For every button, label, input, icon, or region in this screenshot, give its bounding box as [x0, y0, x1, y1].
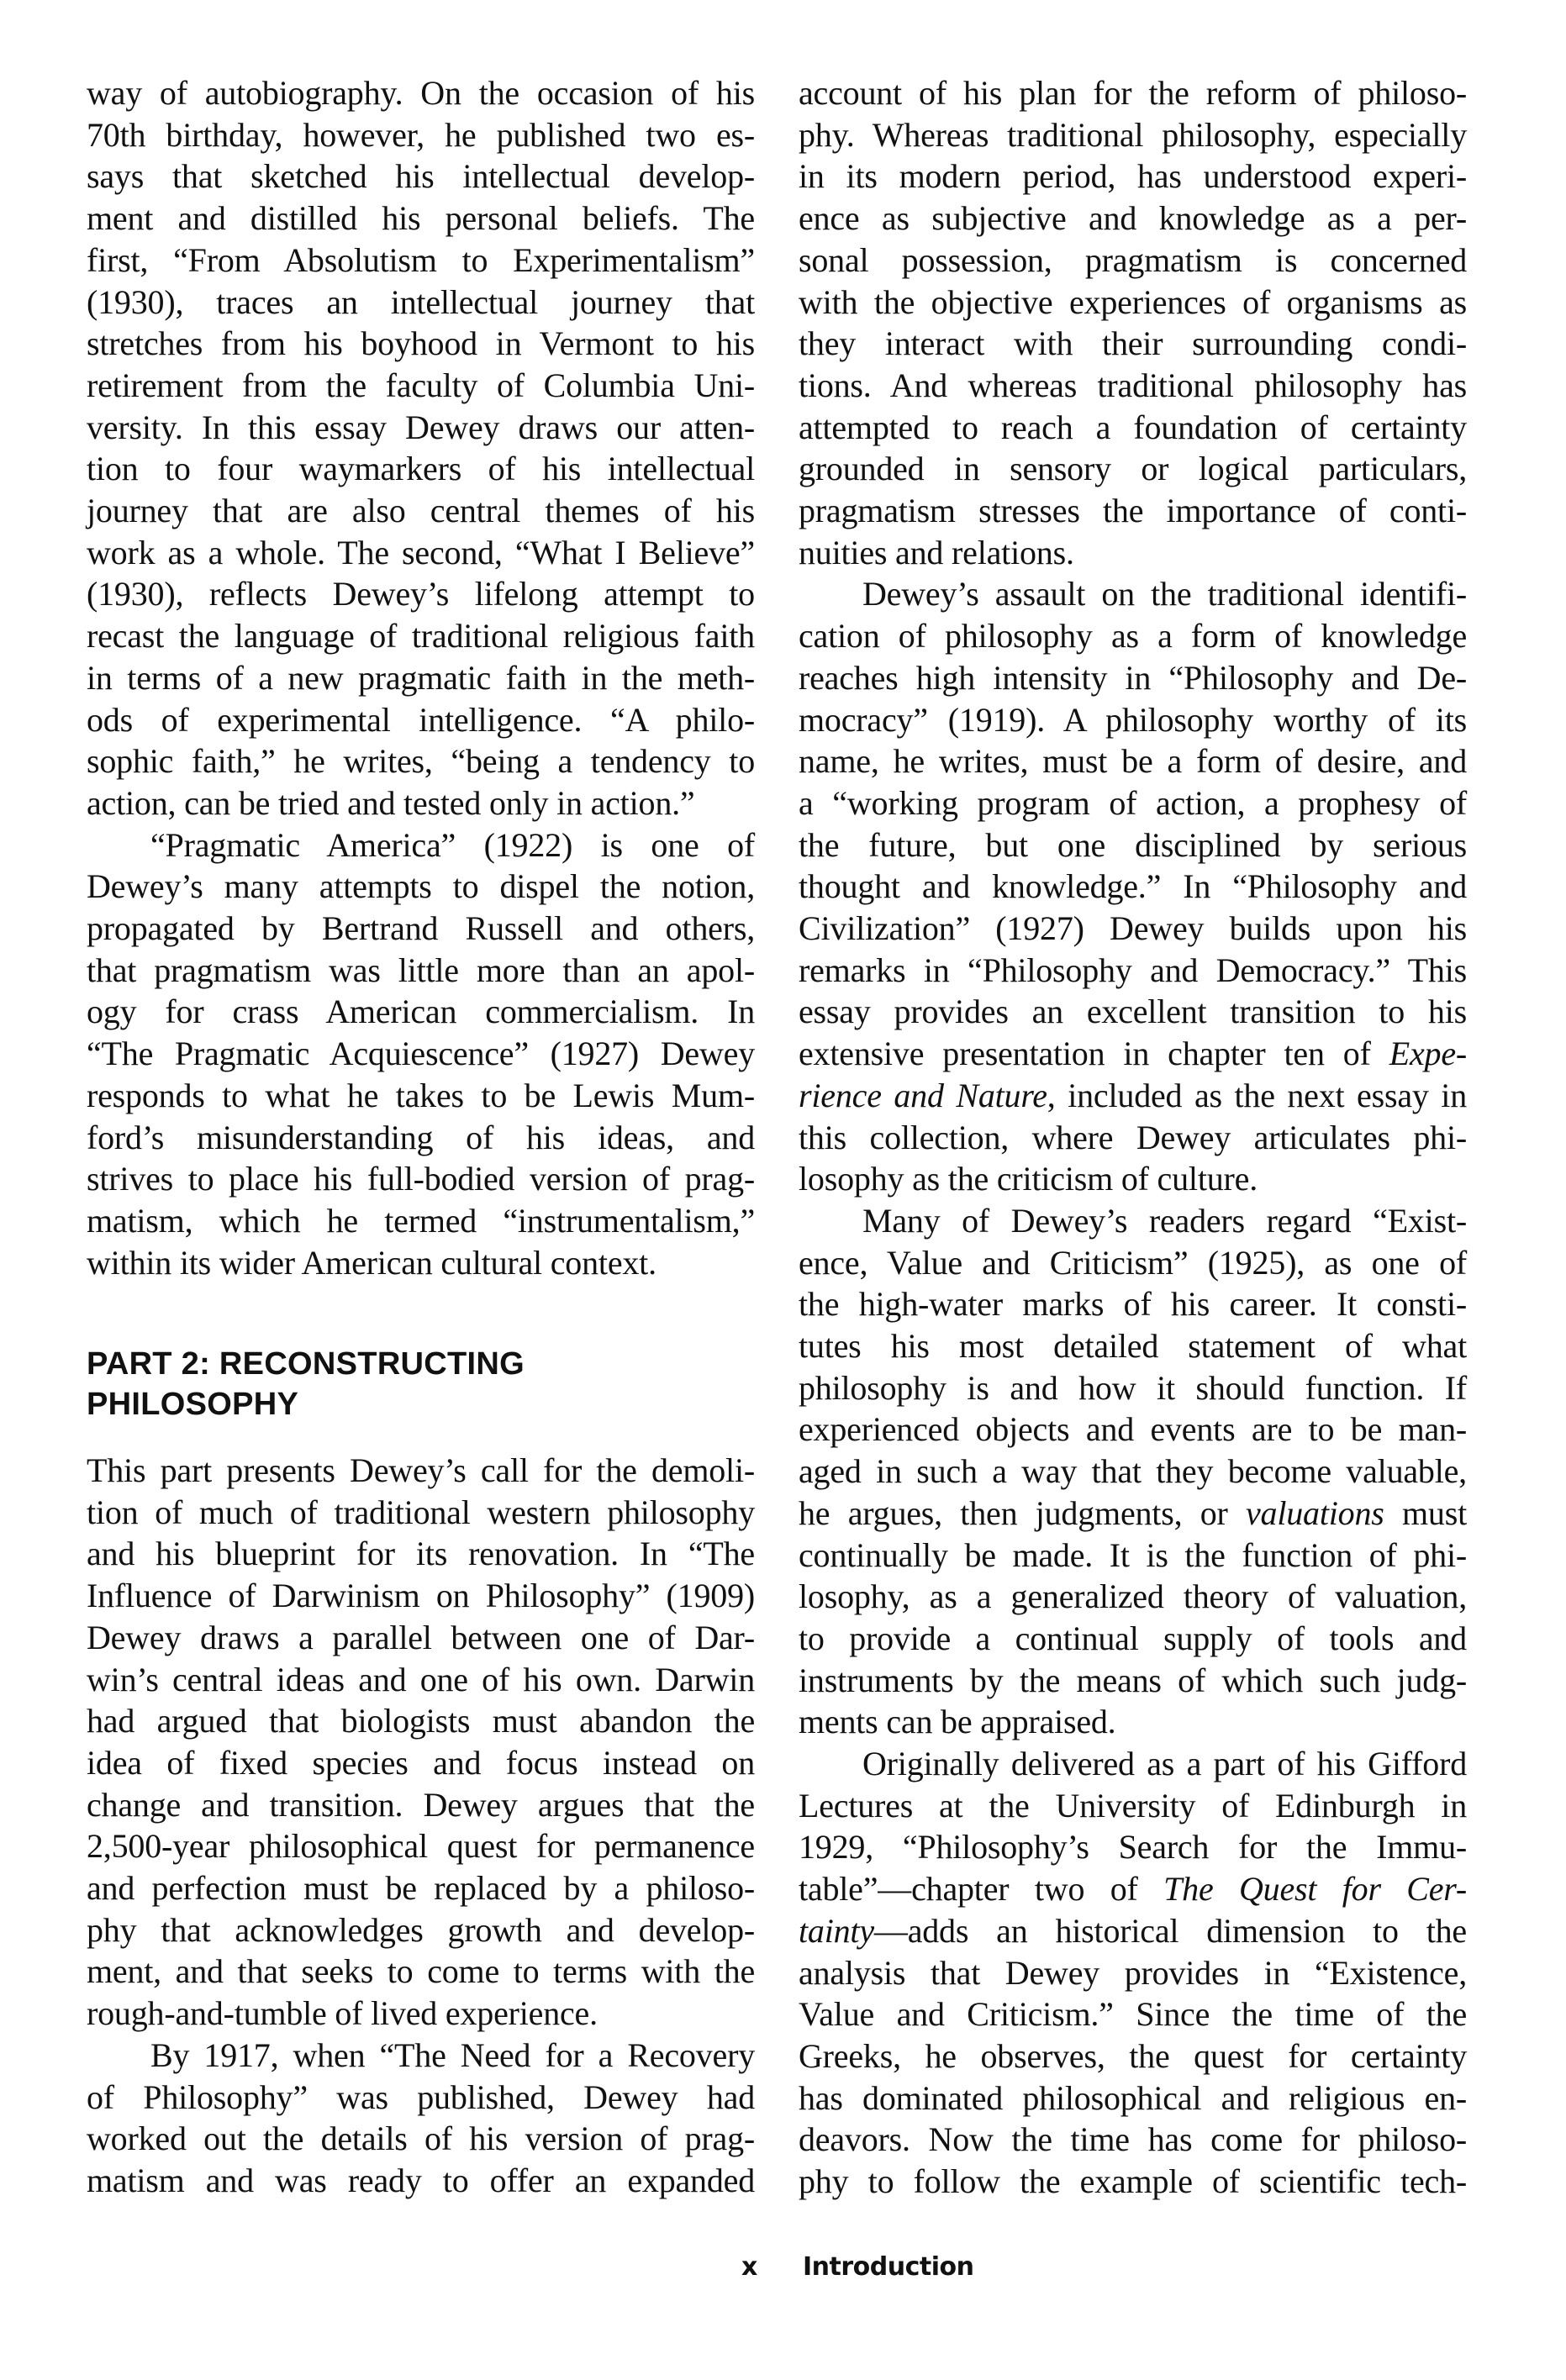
text-line: losophy as the criticism of culture. [799, 1160, 1258, 1198]
text-line: Influence of Darwinism on Philosophy” (1909) [87, 1577, 755, 1615]
text-line: Dewey’s many attempts to dispel the notion, [87, 867, 755, 906]
text-line: strives to place his full-bodied version of prag- [87, 1160, 755, 1198]
text-span: , included as the next essay in [1047, 1076, 1468, 1114]
text-line: pragmatism stresses the importance of conti- [799, 492, 1467, 529]
text-line: rough-and-tumble of lived experience. [87, 1994, 598, 2033]
section-heading-line1: PART 2: RECONSTRUCTING [87, 1346, 525, 1382]
text-line [799, 1868, 1467, 1910]
text-line: stretches from his boyhood in Vermont to his [87, 324, 755, 363]
text-line: phy to follow the example of scientific tech- [799, 2162, 1467, 2200]
text-line: Greeks, he observes, the quest for certainty [799, 2036, 1467, 2075]
text-line: journey that are also central themes of his [87, 492, 755, 529]
text-line: ence as subjective and knowledge as a per- [799, 199, 1467, 238]
text-line: tutes his most detailed statement of what [799, 1327, 1467, 1365]
text-line: (1930), traces an intellectual journey that [87, 282, 755, 321]
text-line: propagated by Bertrand Russell and others, [87, 909, 755, 947]
text-line [799, 1033, 1467, 1075]
text-line: essay provides an excellent transition to his [799, 993, 1467, 1031]
text-line: mocracy” (1919). A philosophy worthy of its [799, 700, 1467, 739]
text-line: philosophy is and how it should function. If [799, 1368, 1467, 1407]
text-line: ogy for crass American commercialism. In [87, 993, 755, 1031]
text-line: Many of Dewey’s readers regard “Exist- [862, 1201, 1467, 1240]
text-line: ford’s misunderstanding of his ideas, and [87, 1118, 755, 1156]
text-line: way of autobiography. On the occasion of his [87, 74, 755, 112]
text-line: and perfection must be replaced by a philoso- [87, 1869, 755, 1907]
text-line: tion of much of traditional western philosophy [87, 1493, 755, 1531]
text-line: action, can be tried and tested only in action.” [87, 783, 695, 822]
text-line: experienced objects and events are to be man- [799, 1410, 1467, 1449]
italic-title: tainty [799, 1911, 874, 1950]
text-line: has dominated philosophical and religious en- [799, 2078, 1467, 2117]
text-line: a “working program of action, a prophesy of [799, 783, 1467, 822]
text-span: table”—chapter two of [799, 1870, 1164, 1909]
text-line: the future, but one disciplined by serious [799, 825, 1467, 864]
text-line: “The Pragmatic Acquiescence” (1927) Dewey [87, 1035, 755, 1073]
text-line: 70th birthday, however, he published two es- [87, 115, 755, 154]
running-footer-title: Introduction [803, 2252, 974, 2282]
text-line: recast the language of traditional religious faith [87, 617, 755, 656]
text-line: name, he writes, must be a form of desire, and [799, 742, 1467, 781]
text-line: tion to four waymarkers of his intellectual [87, 450, 755, 488]
text-line: Lectures at the University of Edinburgh in [799, 1786, 1467, 1824]
italic-title: The Quest for Cer- [1163, 1870, 1467, 1909]
page-number: x [741, 2252, 758, 2282]
text-line: phy. Whereas traditional philosophy, especially [799, 115, 1467, 154]
text-line: to provide a continual supply of tools and [799, 1619, 1467, 1657]
text-line: had argued that biologists must abandon the [87, 1702, 755, 1740]
italic-term: valuations [1245, 1493, 1384, 1532]
text-line: nuities and relations. [799, 533, 1074, 571]
text-line: matism, which he termed “instrumentalism,” [87, 1201, 755, 1240]
text-line: 2,500-year philosophical quest for permanence [87, 1827, 755, 1866]
text-line: ment, and that seeks to come to terms with the [87, 1952, 755, 1991]
text-line: Dewey draws a parallel between one of Dar- [87, 1618, 755, 1656]
text-line: reaches high intensity in “Philosophy and De- [799, 658, 1467, 697]
text-line: within its wider American cultural context. [87, 1243, 656, 1282]
text-line: continually be made. It is the function of phi- [799, 1535, 1467, 1574]
text-line: tions. And whereas traditional philosophy has [799, 366, 1467, 404]
text-line: ment and distilled his personal beliefs. The [87, 199, 755, 238]
text-span: must [1384, 1493, 1467, 1532]
text-line: win’s central ideas and one of his own. Darwin [87, 1660, 755, 1698]
text-line: matism and was ready to offer an expanded [87, 2161, 755, 2199]
text-line: they interact with their surrounding condi- [799, 324, 1467, 363]
text-line: thought and knowledge.” In “Philosophy and [799, 867, 1467, 906]
text-line: analysis that Dewey provides in “Existence, [799, 1953, 1467, 1992]
text-line: versity. In this essay Dewey draws our atten- [87, 408, 755, 446]
text-line: idea of fixed species and focus instead on [87, 1743, 755, 1782]
text-line: “Pragmatic America” (1922) is one of [150, 825, 755, 864]
text-line: By 1917, when “The Need for a Recovery [150, 2035, 755, 2074]
text-span: extensive presentation in chapter ten of [799, 1035, 1389, 1073]
text-line: account of his plan for the reform of philoso- [799, 74, 1467, 112]
text-line: and his blueprint for its renovation. In “The [87, 1535, 755, 1573]
text-line: change and transition. Dewey argues that the [87, 1785, 755, 1824]
text-line: sonal possession, pragmatism is concerned [799, 240, 1467, 279]
text-line: this collection, where Dewey articulates phi- [799, 1118, 1467, 1156]
text-line: instruments by the means of which such judg- [799, 1661, 1467, 1699]
text-line: says that sketched his intellectual develop- [87, 157, 755, 196]
text-line: ods of experimental intelligence. “A philo- [87, 700, 755, 739]
text-line: Civilization” (1927) Dewey builds upon his [799, 909, 1467, 947]
italic-title: rience and Nature [799, 1076, 1047, 1114]
section-heading-line2: PHILOSOPHY [87, 1387, 299, 1422]
text-line: phy that acknowledges growth and develop- [87, 1910, 755, 1949]
italic-title: Expe- [1389, 1035, 1467, 1073]
text-line: of Philosophy” was published, Dewey had [87, 2077, 755, 2116]
text-line: sophic faith,” he writes, “being a tendency to [87, 742, 755, 781]
text-line: retirement from the faculty of Columbia Uni- [87, 366, 755, 404]
text-line: responds to what he takes to be Lewis Mum- [87, 1076, 755, 1114]
text-span: —adds an historical dimension to the [873, 1911, 1467, 1950]
text-line: the high-water marks of his career. It consti- [799, 1285, 1467, 1324]
text-line: worked out the details of his version of prag- [87, 2119, 755, 2158]
text-line: in its modern period, has understood experi- [799, 157, 1467, 196]
text-line: (1930), reflects Dewey’s lifelong attempt to [87, 575, 755, 613]
text-line: 1929, “Philosophy’s Search for the Immu- [799, 1828, 1467, 1867]
text-line: deavors. Now the time has come for philoso- [799, 2120, 1467, 2159]
text-line: Originally delivered as a part of his Gifford [862, 1745, 1467, 1782]
text-line: ments can be appraised. [799, 1703, 1116, 1741]
text-line: with the objective experiences of organisms as [799, 282, 1467, 321]
text-line [799, 1493, 1467, 1535]
text-line: This part presents Dewey’s call for the demoli- [87, 1451, 755, 1489]
text-line: work as a whole. The second, “What I Believe” [87, 533, 755, 571]
text-line: losophy, as a generalized theory of valuation, [799, 1577, 1467, 1616]
text-line: first, “From Absolutism to Experimentalism” [87, 240, 755, 279]
text-line: Value and Criticism.” Since the time of the [799, 1995, 1467, 2034]
text-line: ence, Value and Criticism” (1925), as one of [799, 1243, 1467, 1282]
text-line: remarks in “Philosophy and Democracy.” This [799, 950, 1467, 989]
text-line: attempted to reach a foundation of certainty [799, 408, 1467, 446]
text-line: grounded in sensory or logical particulars, [799, 450, 1467, 488]
text-line: in terms of a new pragmatic faith in the meth- [87, 658, 755, 697]
text-span: he argues, then judgments, or [799, 1493, 1246, 1532]
text-line: cation of philosophy as a form of knowledge [799, 617, 1467, 656]
text-line: aged in such a way that they become valuable, [799, 1452, 1467, 1491]
text-line [799, 1075, 1467, 1117]
text-line: Dewey’s assault on the traditional identifi- [862, 575, 1467, 613]
text-line: that pragmatism was little more than an apol- [87, 950, 755, 989]
text-line [799, 1910, 1467, 1952]
